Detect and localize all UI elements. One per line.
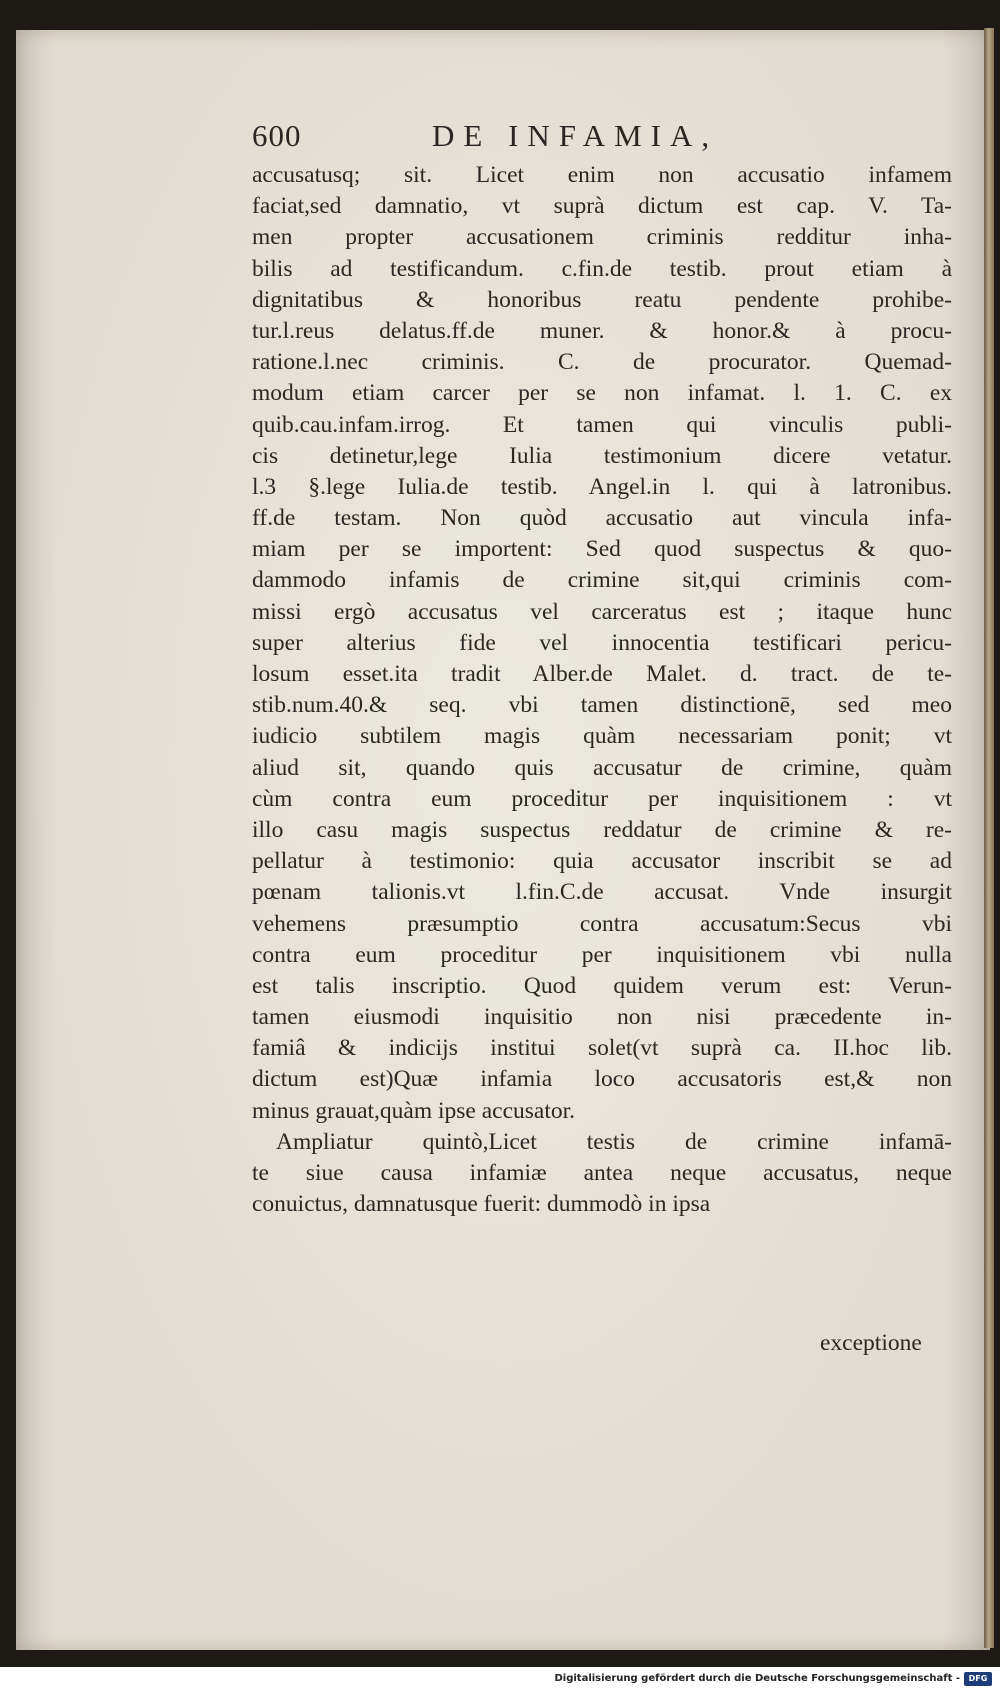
- text-line: dammodo infamis de crimine sit,qui criminis com-: [252, 567, 952, 594]
- text-line: dictum est)Quæ infamia loco accusatoris est,& non: [252, 1066, 952, 1093]
- catchword: exceptione: [820, 1330, 922, 1356]
- text-line: cùm contra eum proceditur per inquisitionem : vt: [252, 785, 952, 812]
- footer-strip: [0, 1667, 1000, 1695]
- text-line: super alterius fide vel innocentia testificari pericu-: [252, 629, 952, 656]
- text-line: stib.num.40.& seq. vbi tamen distinctionē, sed meo: [252, 692, 952, 719]
- running-title: DE INFAMIA,: [432, 118, 719, 153]
- text-line: modum etiam carcer per se non infamat. l. 1. C. ex: [252, 380, 952, 407]
- page-number: 600: [252, 118, 302, 153]
- text-line: illo casu magis suspectus reddatur de crimine & re-: [252, 816, 952, 843]
- text-line: ff.de testam. Non quòd accusatio aut vincula infa-: [252, 505, 952, 532]
- text-line: dignitatibus & honoribus reatu pendente prohibe-: [252, 286, 952, 313]
- text-line: missi ergò accusatus vel carceratus est ; itaque hunc: [252, 598, 952, 625]
- text-line: men propter accusationem criminis redditur inha-: [252, 224, 952, 251]
- text-line: pellatur à testimonio: quia accusator inscribit se ad: [252, 848, 952, 875]
- text-line: aliud sit, quando quis accusatur de crimine, quàm: [252, 754, 952, 781]
- text-line: iudicio subtilem magis quàm necessariam ponit; vt: [252, 723, 952, 750]
- text-line: cis detinetur,lege Iulia testimonium dicere vetatur.: [252, 442, 952, 469]
- text-line: losum esset.ita tradit Alber.de Malet. d. tract. de te-: [252, 661, 952, 687]
- text-line: conuictus, damnatusque fuerit: dummodò in ipsa: [252, 1191, 711, 1218]
- text-line: famiâ & indicijs institui solet(vt suprà ca. II.hoc lib.: [252, 1035, 952, 1062]
- text-line: vehemens præsumptio contra accusatum:Secus vbi: [252, 910, 952, 937]
- text-line: miam per se importent: Sed quod suspectus & quo-: [252, 536, 952, 563]
- text-line: ratione.l.nec criminis. C. de procurator. Quemad-: [252, 349, 952, 376]
- running-head: [252, 118, 812, 158]
- text-line: tur.l.reus delatus.ff.de muner. & honor.& à procu-: [252, 317, 952, 344]
- text-line: quib.cau.infam.irrog. Et tamen qui vinculis publi-: [252, 411, 952, 438]
- text-line: est talis inscriptio. Quod quidem verum est: Verun-: [252, 972, 952, 999]
- book-block-edge: [984, 28, 994, 1648]
- text-line: tamen eiusmodi inquisitio non nisi præcedente in-: [252, 1004, 952, 1031]
- text-line: minus grauat,quàm ipse accusator.: [252, 1097, 576, 1124]
- dfg-logo-icon: DFG: [964, 1672, 992, 1686]
- text-line: bilis ad testificandum. c.fin.de testib. prout etiam à: [252, 255, 952, 282]
- text-line: Ampliatur quintò,Licet testis de crimine infamā-: [276, 1128, 952, 1155]
- text-line: contra eum proceditur per inquisitionem vbi nulla: [252, 941, 952, 968]
- text-line: l.3 §.lege Iulia.de testib. Angel.in l. qui à latronibus.: [252, 473, 952, 500]
- text-line: accusatusq; sit. Licet enim non accusatio infamem: [252, 162, 952, 188]
- body-text: [252, 160, 952, 1220]
- text-line: pœnam talionis.vt l.fin.C.de accusat. Vnde insurgit: [252, 879, 952, 906]
- text-line: te siue causa infamiæ antea neque accusatus, neque: [252, 1160, 952, 1186]
- funding-credit: Digitalisierung gefördert durch die Deutsche Forschungsgemeinschaft -: [554, 1673, 960, 1684]
- text-line: faciat,sed damnatio, vt suprà dictum est cap. V. Ta-: [252, 193, 952, 220]
